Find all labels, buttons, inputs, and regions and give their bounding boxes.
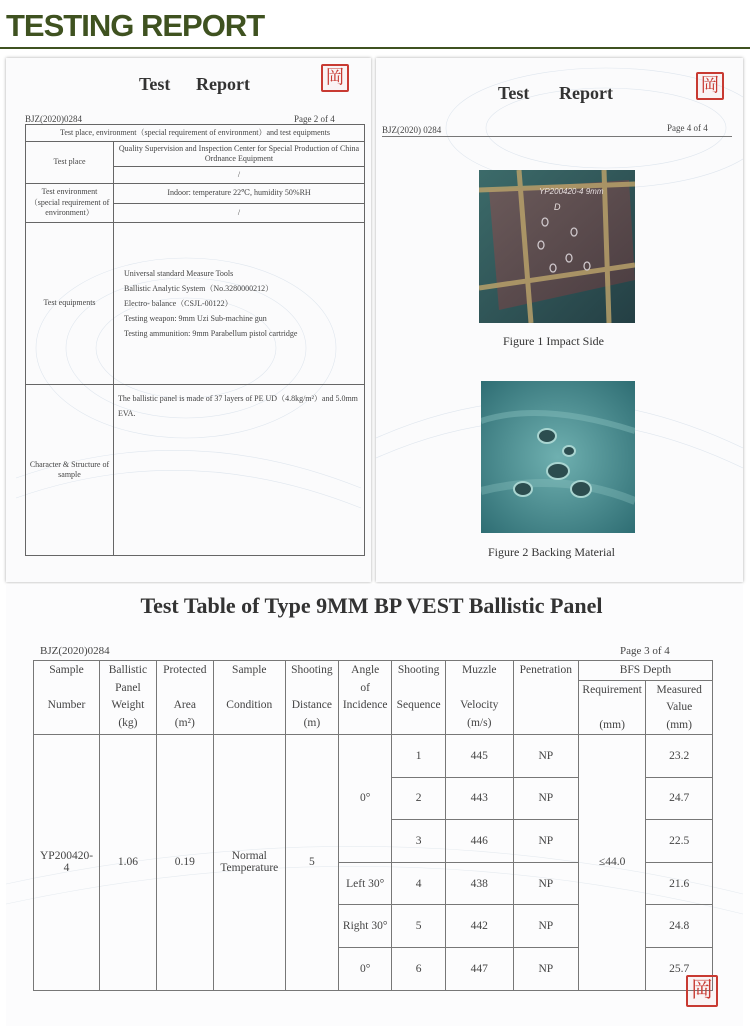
measured-cell: 24.7 xyxy=(646,777,713,820)
equipment-line: Testing ammunition: 9mm Parabellum pistol cartridge xyxy=(124,329,298,338)
environment-value: Indoor: temperature 22℃, humidity 50%RH xyxy=(114,184,365,204)
measured-cell: 24.8 xyxy=(646,905,713,948)
seal-stamp-icon: 岡 xyxy=(696,72,724,100)
angle-cell: 0° xyxy=(338,947,391,990)
equipment-list xyxy=(114,223,365,385)
figure-2-caption: Figure 2 Backing Material xyxy=(488,545,615,559)
sequence-cell: 1 xyxy=(392,735,445,778)
equipment-line: Testing weapon: 9mm Uzi Sub-machine gun xyxy=(124,314,267,323)
backing-material-photo xyxy=(481,381,635,533)
equipment-label: Test equipments xyxy=(26,223,114,385)
area-cell: 0.19 xyxy=(156,735,213,991)
penetration-cell: NP xyxy=(513,862,578,905)
page4-reference-number: BJZ(2020) 0284 xyxy=(382,125,442,135)
page4-title-test: Test xyxy=(498,83,530,103)
character-value: The ballistic panel is made of 37 layers of PE UD（4.8kg/m²）and 5.0mm EVA. xyxy=(114,385,365,556)
report-page-2 xyxy=(6,58,371,582)
col-header-distance: Shooting Distance (m) xyxy=(285,661,338,735)
col-header-requirement: Requirement (mm) xyxy=(578,680,645,735)
table-row xyxy=(34,735,713,778)
col-header-weight: Ballistic Panel Weight (kg) xyxy=(100,661,157,735)
sequence-cell: 5 xyxy=(392,905,445,948)
page2-title-report: Report xyxy=(196,74,250,94)
col-header-bfs-depth: BFS Depth xyxy=(578,661,712,681)
col-header-measured: Measured Value (mm) xyxy=(646,680,713,735)
page2-reference-number: BJZ(2020)0284 xyxy=(25,114,82,124)
report-page-4 xyxy=(376,58,743,582)
page3-page-number: Page 3 of 4 xyxy=(620,645,670,657)
velocity-cell: 447 xyxy=(445,947,513,990)
seal-stamp-icon: 岡 xyxy=(321,64,349,92)
page2-title-test: Test xyxy=(139,74,171,94)
measured-cell: 22.5 xyxy=(646,820,713,863)
velocity-cell: 446 xyxy=(445,820,513,863)
page3-reference-number: BJZ(2020)0284 xyxy=(40,645,110,657)
penetration-cell: NP xyxy=(513,947,578,990)
velocity-cell: 445 xyxy=(445,735,513,778)
distance-cell: 5 xyxy=(285,735,338,991)
equipment-line: Ballistic Analytic System（No.3280000212） xyxy=(124,284,274,293)
penetration-cell: NP xyxy=(513,820,578,863)
test-place-label: Test place xyxy=(26,142,114,184)
sequence-cell: 3 xyxy=(392,820,445,863)
penetration-cell: NP xyxy=(513,905,578,948)
test-place-value: Quality Supervision and Inspection Center for Special Production of China Ordnance Equipment xyxy=(114,142,365,167)
requirement-cell: ≤44.0 xyxy=(578,735,645,991)
impact-side-photo xyxy=(479,170,635,323)
figure-1-caption: Figure 1 Impact Side xyxy=(503,334,604,348)
col-header-condition: Sample Condition xyxy=(213,661,285,735)
test-conditions-table xyxy=(25,124,365,556)
backing-material-image xyxy=(481,381,635,533)
page4-page-number: Page 4 of 4 xyxy=(667,123,708,133)
character-label: Character & Structure of sample xyxy=(26,385,114,556)
photo-handwritten-mark: D xyxy=(554,202,561,212)
measured-cell: 21.6 xyxy=(646,862,713,905)
velocity-cell: 442 xyxy=(445,905,513,948)
weight-cell: 1.06 xyxy=(100,735,157,991)
sequence-cell: 4 xyxy=(392,862,445,905)
col-header-angle: Angle of Incidence xyxy=(338,661,391,735)
section-header: Test place, environment（special requirement of environment）and test equipments xyxy=(26,125,365,142)
banner-title: TESTING REPORT xyxy=(6,8,265,43)
test-place-sub: / xyxy=(114,167,365,184)
angle-cell: Left 30° xyxy=(338,862,391,905)
col-header-velocity: Muzzle Velocity (m/s) xyxy=(445,661,513,735)
test-table-title: Test Table of Type 9MM BP VEST Ballistic Panel xyxy=(140,593,603,618)
col-header-sequence: Shooting Sequence xyxy=(392,661,445,735)
col-header-penetration: Penetration xyxy=(513,661,578,735)
equipment-line: Universal standard Measure Tools xyxy=(124,269,234,278)
banner-rule xyxy=(0,47,750,49)
equipment-line: Electro- balance（CSJL-00122） xyxy=(124,299,233,308)
ballistic-panel-impact-image xyxy=(479,170,635,323)
measured-cell: 25.7 xyxy=(646,947,713,990)
penetration-cell: NP xyxy=(513,777,578,820)
angle-cell: Right 30° xyxy=(338,905,391,948)
condition-cell: Normal Temperature xyxy=(213,735,285,991)
velocity-cell: 438 xyxy=(445,862,513,905)
col-header-area: Protected Area (m²) xyxy=(156,661,213,735)
velocity-cell: 443 xyxy=(445,777,513,820)
environment-sub: / xyxy=(114,204,365,223)
seal-stamp-icon: 岡 xyxy=(686,975,718,1007)
photo-handwritten-id: YP200420-4 9mm xyxy=(539,187,604,196)
col-header-sample: Sample Number xyxy=(34,661,100,735)
environment-label: Test environment（special requirement of environment） xyxy=(26,184,114,223)
page2-page-number: Page 2 of 4 xyxy=(294,114,335,124)
ballistic-test-table xyxy=(33,660,713,991)
sequence-cell: 2 xyxy=(392,777,445,820)
page4-title-report: Report xyxy=(559,83,613,103)
page4-header-rule xyxy=(382,136,732,137)
sequence-cell: 6 xyxy=(392,947,445,990)
penetration-cell: NP xyxy=(513,735,578,778)
sample-number-cell: YP200420-4 xyxy=(34,735,100,991)
measured-cell: 23.2 xyxy=(646,735,713,778)
angle-cell: 0° xyxy=(338,735,391,863)
